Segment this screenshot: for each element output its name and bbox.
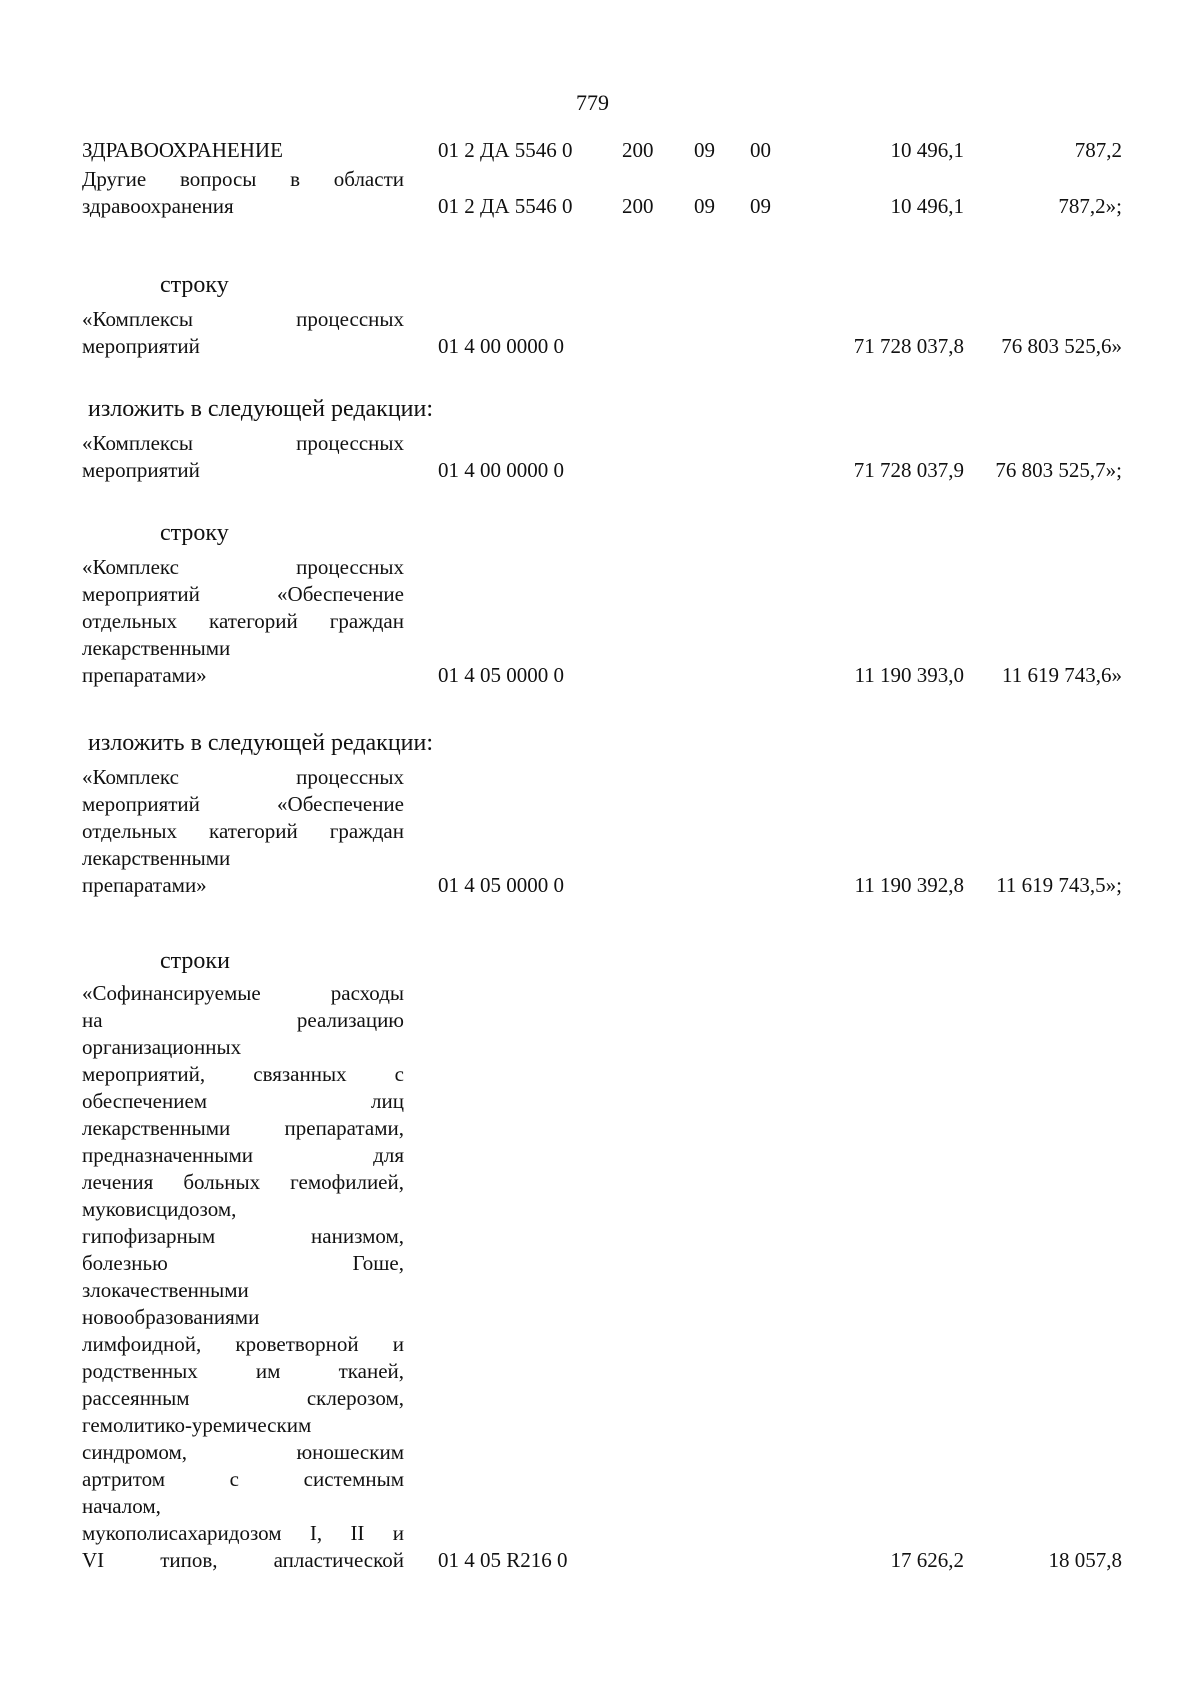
row-name-line: лекарственными	[82, 846, 231, 870]
target-article-code: 01 2 ДА 5546 0	[438, 138, 573, 162]
row-name-line: синдромом, юношеским	[82, 1440, 404, 1464]
row-name-line: ЗДРАВООХРАНЕНИЕ	[82, 138, 283, 162]
expense-group: 200	[622, 194, 654, 218]
target-article-code: 01 4 00 0000 0	[438, 458, 564, 482]
row-name-line: началом,	[82, 1494, 161, 1518]
row-name-line: родственных им тканей,	[82, 1359, 404, 1383]
row-name-line: мероприятий	[82, 458, 200, 482]
instruction-line: строку	[160, 272, 229, 298]
row-name-line: предназначенными для	[82, 1143, 404, 1167]
row-name-line: мероприятий	[82, 334, 200, 358]
section-code: 09	[694, 194, 715, 218]
row-name-line: «Софинансируемые расходы	[82, 981, 404, 1005]
target-article-code: 01 4 00 0000 0	[438, 334, 564, 358]
row-name	[82, 166, 404, 220]
row-name	[82, 554, 404, 689]
amount-year-2: 11 619 743,5»;	[996, 873, 1122, 897]
instruction-line: строки	[160, 948, 230, 974]
row-name-line: препаратами»	[82, 873, 207, 897]
section-code: 09	[694, 138, 715, 162]
amount-year-2: 76 803 525,7»;	[995, 458, 1122, 482]
amount-year-2: 787,2»;	[1058, 194, 1122, 218]
amount-year-2: 76 803 525,6»	[1001, 334, 1122, 358]
amount-year-1: 10 496,1	[890, 138, 964, 162]
instruction-line: строку	[160, 520, 229, 546]
row-name-line: VI типов, апластической	[82, 1548, 404, 1572]
row-name-line: мероприятий «Обеспечение	[82, 792, 404, 816]
instruction-line: изложить в следующей редакции:	[88, 396, 434, 422]
row-name-line: артритом с системным	[82, 1467, 404, 1491]
subsection-code: 00	[750, 138, 771, 162]
row-name-line: злокачественными	[82, 1278, 249, 1302]
subsection-code: 09	[750, 194, 771, 218]
row-name-line: обеспечением лиц	[82, 1089, 404, 1113]
target-article-code: 01 4 05 0000 0	[438, 873, 564, 897]
amount-year-2: 787,2	[1074, 138, 1122, 162]
row-name-line: новообразованиями	[82, 1305, 260, 1329]
row-name-line: отдельных категорий граждан	[82, 819, 404, 843]
row-name-line: мероприятий «Обеспечение	[82, 582, 404, 606]
amount-year-1: 71 728 037,8	[853, 334, 964, 358]
row-name-line: лечения больных гемофилией,	[82, 1170, 404, 1194]
row-name-line: здравоохранения	[82, 194, 234, 218]
amount-year-1: 11 190 392,8	[854, 873, 964, 897]
target-article-code: 01 4 05 0000 0	[438, 663, 564, 687]
row-name-line: «Комплексы процессных	[82, 431, 404, 455]
row-name-line: гипофизарным нанизмом,	[82, 1224, 404, 1248]
row-name-line: отдельных категорий граждан	[82, 609, 404, 633]
row-name-line: лимфоидной, кроветворной и	[82, 1332, 404, 1356]
row-name	[82, 430, 404, 484]
amount-year-2: 11 619 743,6»	[1002, 663, 1122, 687]
row-name	[82, 980, 404, 1574]
row-name-line: лекарственными	[82, 636, 231, 660]
row-name-line: гемолитико-уремическим	[82, 1413, 312, 1437]
row-name-line: рассеянным склерозом,	[82, 1386, 404, 1410]
row-name-line: «Комплексы процессных	[82, 307, 404, 331]
row-name	[82, 764, 404, 899]
row-name-line: муковисцидозом,	[82, 1197, 237, 1221]
row-name-line: мероприятий, связанных с	[82, 1062, 404, 1086]
row-name-line: «Комплекс процессных	[82, 555, 404, 579]
row-name	[82, 306, 404, 360]
amount-year-1: 11 190 393,0	[854, 663, 964, 687]
target-article-code: 01 2 ДА 5546 0	[438, 194, 573, 218]
instruction-line: изложить в следующей редакции:	[88, 730, 434, 756]
row-name-line: болезнью Гоше,	[82, 1251, 404, 1275]
row-name	[82, 137, 404, 164]
expense-group: 200	[622, 138, 654, 162]
row-name-line: на реализацию	[82, 1008, 404, 1032]
amount-year-1: 10 496,1	[890, 194, 964, 218]
row-name-line: организационных	[82, 1035, 242, 1059]
row-name-line: Другие вопросы в области	[82, 167, 404, 191]
amount-year-1: 17 626,2	[890, 1548, 964, 1572]
target-article-code: 01 4 05 R216 0	[438, 1548, 568, 1572]
row-name-line: препаратами»	[82, 663, 207, 687]
amount-year-2: 18 057,8	[1048, 1548, 1122, 1572]
row-name-line: «Комплекс процессных	[82, 765, 404, 789]
page-number: 779	[576, 90, 609, 115]
row-name-line: мукополисахаридозом I, II и	[82, 1521, 404, 1545]
amount-year-1: 71 728 037,9	[853, 458, 964, 482]
row-name-line: лекарственными препаратами,	[82, 1116, 404, 1140]
